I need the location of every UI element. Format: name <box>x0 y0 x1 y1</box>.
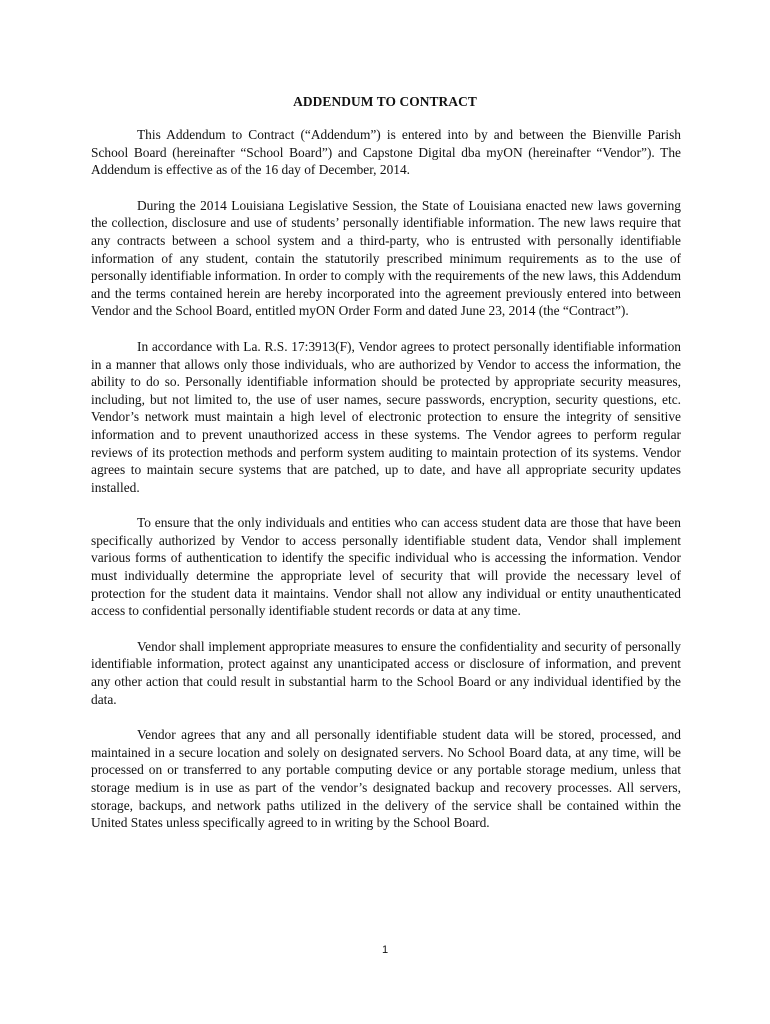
page-number: 1 <box>381 944 389 956</box>
paragraph-protection-requirements: In accordance with La. R.S. 17:3913(F), Vendor agrees to protect personally identifiable information in a manner that allows only those individuals, who are authorized by Vendor to access the information, the ability to do so. Personally identifiable information should be protected by appropriate security measures, including, but not limited to, the use of user names, secure passwords, encryption, security questions, etc. Vendor’s network must maintain a high level of electronic protection to ensure the integrity of sensitive information and to prevent unauthorized access in these systems. The Vendor agrees to perform regular reviews of its protection methods and perform system auditing to maintain protection of its systems. Vendor agrees to maintain secure systems that are patched, up to date, and have all appropriate security updates installed. <box>91 338 681 495</box>
document-title: ADDENDUM TO CONTRACT <box>293 94 477 109</box>
paragraph-authentication: To ensure that the only individuals and entities who can access student data are those that have been specifically authorized by Vendor to access personally identifiable student data, Vendor shall implement various forms of authentication to identify the specific individual who is accessing the information. Vendor must individually determine the appropriate level of security that will provide the necessary level of protection for the student data it maintains. Vendor shall not allow any individual or entity unauthenticated access to confidential personally identifiable student records or data at any time. <box>91 515 681 619</box>
paragraph-legislative-background: During the 2014 Louisiana Legislative Session, the State of Louisiana enacted new laws governing the collection, disclosure and use of students’ personally identifiable information. The new laws require that any contracts between a school system and a third-party, who is entrusted with personally identifiable information of any student, contain the statutorily prescribed minimum requirements as to the use of personally identifiable information. In order to comply with the requirements of the new laws, this Addendum and the terms contained herein are hereby incorporated into the agreement previously entered into between Vendor and the School Board, entitled myON Order Form and dated June 23, 2014 (the “Contract”). <box>91 197 681 319</box>
paragraph-data-storage: Vendor agrees that any and all personally identifiable student data will be stored, processed, and maintained in a secure location and solely on designated servers. No School Board data, at any time, will be processed on or transferred to any portable computing device or any portable storage medium, unless that storage medium is in use as part of the vendor’s designated backup and recovery processes. All servers, storage, backups, and network paths utilized in the delivery of the service shall be contained within the United States unless specifically agreed to in writing by the School Board. <box>91 727 681 831</box>
document-body <box>91 126 681 850</box>
paragraph-confidentiality: Vendor shall implement appropriate measures to ensure the confidentiality and security of personally identifiable information, protect against any unanticipated access or disclosure of information, and prevent any other action that could result in substantial harm to the School Board or any individual identified by the data. <box>91 638 681 707</box>
paragraph-parties: This Addendum to Contract (“Addendum”) is entered into by and between the Bienville Parish School Board (hereinafter “School Board”) and Capstone Digital dba myON (hereinafter “Vendor”). The Addendum is effective as of the 16 day of December, 2014. <box>91 127 681 178</box>
